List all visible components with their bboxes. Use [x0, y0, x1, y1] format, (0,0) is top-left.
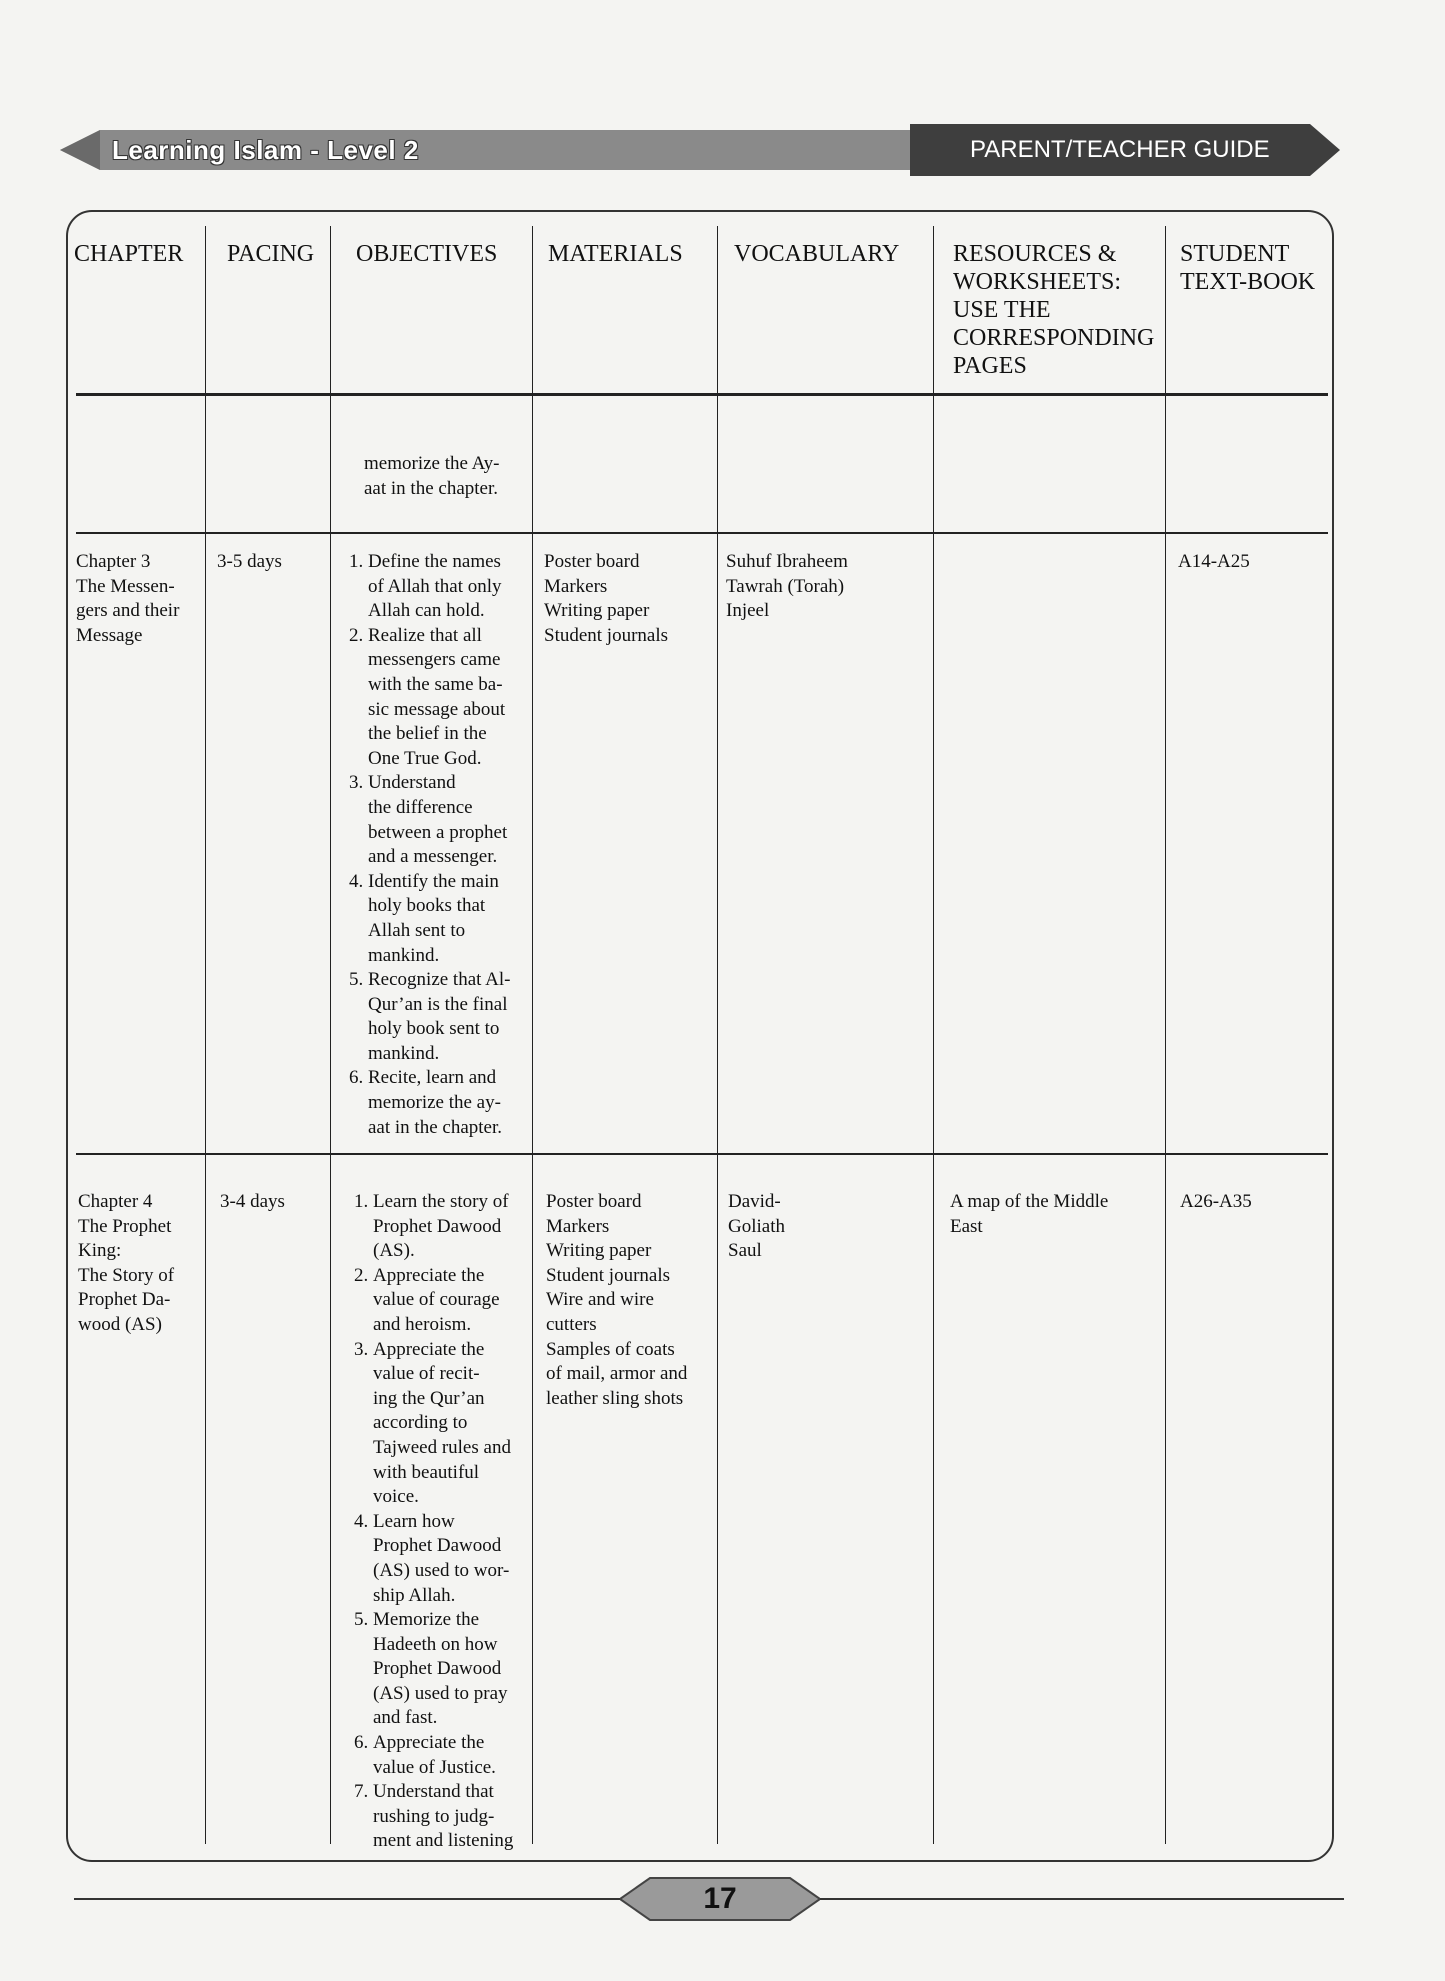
- text-line: Saul: [728, 1240, 762, 1262]
- row2-pacing: 3-4 days: [220, 1191, 285, 1212]
- text-line: cutters: [546, 1313, 597, 1335]
- text-line: The Story of: [78, 1264, 175, 1286]
- column-divider: [330, 226, 331, 1844]
- objective-item: 3. Understand the difference between a prophet and a messenger.: [368, 771, 510, 869]
- text-line: Student journals: [544, 624, 669, 646]
- header-resources-line: WORKSHEETS:: [953, 269, 1121, 295]
- text-line: The Prophet: [78, 1215, 172, 1237]
- text-line: Chapter 4: [78, 1191, 153, 1212]
- book-title: Learning Islam - Level 2: [112, 135, 419, 165]
- objective-item: 7. Understand that rushing to judg- ment and listening: [373, 1780, 513, 1854]
- page-number: 17: [703, 1882, 737, 1915]
- objective-item: 1. Define the names of Allah that only Allah can hold.: [368, 550, 510, 624]
- text-line: Student journals: [546, 1264, 671, 1286]
- text-line: Prophet Da-: [78, 1289, 171, 1311]
- header-resources-line: USE THE: [953, 297, 1051, 323]
- text-line: David-: [728, 1191, 781, 1212]
- row2-chapter: [78, 1190, 174, 1338]
- text-line: The Messen-: [76, 575, 175, 597]
- text-line: leather sling shots: [546, 1387, 684, 1409]
- header-resources-line: CORRESPONDING: [953, 325, 1155, 351]
- objective-item: 3. Appreciate the value of recit- ing the Qur’an according to Tajweed rules and with beautiful voice.: [373, 1338, 513, 1510]
- objective-item: 4. Identify the main holy books that Allah sent to mankind.: [368, 870, 510, 968]
- column-divider: [933, 226, 934, 1844]
- guide-label: PARENT/TEACHER GUIDE: [970, 136, 1270, 163]
- objective-item: 5. Recognize that Al- Qur’an is the final holy book sent to mankind.: [368, 968, 510, 1066]
- text-line: Poster board: [544, 551, 640, 572]
- text-line: Injeel: [726, 600, 770, 622]
- header-chapter: CHAPTER: [74, 241, 184, 267]
- header-resources-line: RESOURCES &: [953, 241, 1117, 267]
- text-line: King:: [78, 1240, 122, 1262]
- text-line: Writing paper: [544, 600, 650, 622]
- header-rule: [76, 393, 1328, 396]
- text-line: Message: [76, 624, 143, 646]
- row2-materials: [546, 1190, 687, 1411]
- text-line: Markers: [544, 575, 608, 597]
- objective-item: 2. Realize that all messengers came with the same ba- sic message about the belief in the One True God.: [368, 624, 510, 772]
- objective-item: 2. Appreciate the value of courage and heroism.: [373, 1264, 513, 1338]
- column-divider: [717, 226, 718, 1844]
- column-divider: [1165, 226, 1166, 1844]
- column-divider: [532, 226, 533, 1844]
- row2-vocabulary: [728, 1190, 785, 1264]
- text-line: East: [950, 1215, 983, 1237]
- text-line: Writing paper: [546, 1240, 652, 1262]
- row1-chapter: [76, 550, 179, 648]
- objective-item: 4. Learn how Prophet Dawood (AS) used to wor- ship Allah.: [373, 1510, 513, 1608]
- objective-item: 5. Memorize the Hadeeth on how Prophet Dawood (AS) used to pray and fast.: [373, 1608, 513, 1731]
- row1-textbook: A14-A25: [1178, 551, 1250, 572]
- row1-vocabulary: [726, 550, 848, 624]
- header-materials: MATERIALS: [548, 241, 683, 267]
- objective-item: 6. Recite, learn and memorize the ay- aat in the chapter.: [368, 1066, 510, 1140]
- text-line: Markers: [546, 1215, 610, 1237]
- text-line: gers and their: [76, 600, 180, 622]
- text-line: memorize the Ay-: [364, 453, 500, 474]
- row1-pacing: 3-5 days: [217, 551, 282, 572]
- objective-item: 1. Learn the story of Prophet Dawood (AS).: [373, 1190, 513, 1264]
- header-banner: [60, 124, 1340, 176]
- text-line: Tawrah (Torah): [726, 575, 845, 597]
- column-divider: [205, 226, 206, 1844]
- row-divider: [76, 532, 1328, 534]
- text-line: aat in the chapter.: [364, 477, 498, 499]
- header-textbook: [1180, 240, 1315, 296]
- carry-over-objective: [364, 452, 499, 501]
- text-line: Chapter 3: [76, 551, 151, 572]
- row1-materials: [544, 550, 668, 648]
- objective-item: 6. Appreciate the value of Justice.: [373, 1731, 513, 1780]
- header-textbook-line: TEXT-BOOK: [1180, 269, 1316, 295]
- text-line: Wire and wire: [546, 1289, 654, 1311]
- row2-resources: [950, 1190, 1108, 1239]
- row-divider: [76, 1153, 1328, 1155]
- text-line: Poster board: [546, 1191, 642, 1212]
- text-line: Suhuf Ibraheem: [726, 551, 848, 572]
- header-resources-line: PAGES: [953, 353, 1027, 379]
- header-pacing: PACING: [227, 241, 315, 267]
- page-number-badge: [620, 1874, 820, 1924]
- text-line: of mail, armor and: [546, 1363, 688, 1385]
- text-line: Samples of coats: [546, 1338, 675, 1360]
- header-textbook-line: STUDENT: [1180, 241, 1290, 267]
- header-resources: [953, 240, 1154, 380]
- text-line: Goliath: [728, 1215, 785, 1237]
- row2-textbook: A26-A35: [1180, 1191, 1252, 1212]
- header-vocabulary: VOCABULARY: [734, 241, 900, 267]
- page-frame: [66, 210, 1334, 1862]
- text-line: A map of the Middle: [950, 1191, 1109, 1212]
- header-objectives: OBJECTIVES: [356, 241, 498, 267]
- text-line: wood (AS): [78, 1313, 162, 1335]
- row2-objectives: [343, 1190, 513, 1854]
- row1-objectives: [338, 550, 510, 1140]
